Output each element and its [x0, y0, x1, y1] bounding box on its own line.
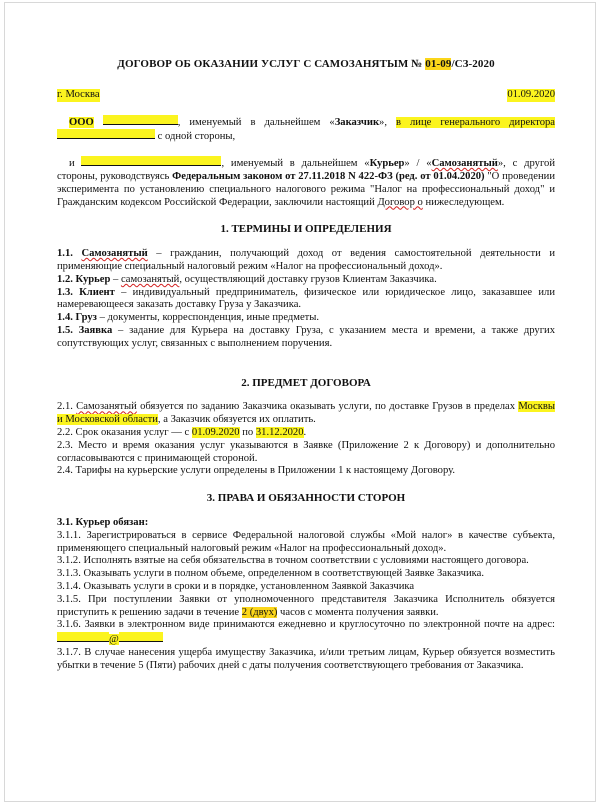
term-1-5: 1.5. Заявка – задание для Курьера на доставку Груза, с указанием места и времени, а также других сопутствующих услуг, связанных с выполнением поручения.: [57, 324, 556, 349]
response-hours: 2 (двух): [241, 606, 278, 618]
contract-date: 01.09.2020: [507, 88, 555, 100]
clause-3-1-7: 3.1.7. В случае нанесения ущерба имуществу Заказчика, и/или третьим лицам, Курьер обязуется возместить убытки в течение 5 (Пяти) рабочих дней с даты получения соответствующего требования от Заказчика.: [57, 646, 555, 671]
clause-2-2: 2.2. Срок оказания услуг — с 01.09.2020 по 31.12.2020.: [57, 426, 307, 438]
company-name-blank: [103, 115, 178, 125]
service-region: Москвы и Московской области: [57, 401, 555, 426]
term-1-1: 1.1. Самозанятый – гражданин, получающий доход от ведения самостоятельной деятельности и применяющие специальный налоговый режим «Налог на профессиональный доход».: [57, 248, 555, 272]
email-at-sign: @: [109, 634, 119, 646]
title-suffix: /СЗ-2020: [451, 58, 495, 70]
clause-2-3: 2.3. Место и время оказания услуг указываются в Заявке (Приложение 2 к Договору) и дополнительно согласовываются с принимающей стороной.: [57, 439, 555, 464]
clause-3-1-2: 3.1.2. Исполнять взятые на себя обязательства в точном соответствии с условиями настоящего договора.: [57, 555, 529, 567]
email-local-blank: [57, 632, 109, 642]
title-text: ДОГОВОР ОБ ОКАЗАНИИ УСЛУГ С САМОЗАНЯТЫМ №: [117, 58, 426, 70]
director-name-blank: [57, 129, 155, 139]
section-2-heading: 2. ПРЕДМЕТ ДОГОВОРА: [241, 376, 371, 389]
document-body: [57, 58, 555, 672]
document-title: [57, 58, 555, 71]
email-domain-blank: [119, 632, 163, 642]
party-two-paragraph: и , именуемый в дальнейшем «Курьер» / «Самозанятый», с другой стороны, руководствуясь Федеральным законом от 27.11.2018 N 422-ФЗ (ред. от 01.04.2020) "О проведении эксперимента по установлению специального налогового режима "Налог на профессиональный доход" и Гражданским кодексом Российской Федерации, заключили настоящий Договор о нижеследующем.: [57, 158, 555, 208]
clause-3-1-4: 3.1.4. Оказывать услуги в сроки и в порядке, установленном Заявкой Заказчика: [57, 580, 415, 592]
clause-3-1-5: 3.1.5. При поступлении Заявки от уполномоченного представителя Заказчика Исполнитель обязуется приступить к решению задачи в течение 2 (двух) часов с момента получения заявки.: [57, 593, 555, 618]
org-form: ООО: [69, 116, 94, 128]
director-text: в лице генерального директора: [396, 116, 556, 128]
term-end-date: 31.12.2020: [255, 426, 304, 438]
clause-2-1: 2.1. Самозанятый обязуется по заданию Заказчика оказывать услуги, по доставке Грузов в пределах Москвы и Московской области, а Заказчик обязуется их оплатить.: [57, 401, 555, 426]
clause-2-4: 2.4. Тарифы на курьерские услуги определены в Приложении 1 к настоящему Договору.: [57, 465, 456, 477]
party-one-paragraph: ООО , именуемый в дальнейшем «Заказчик», в лице генерального директора с одной стороны,: [57, 115, 555, 145]
subsection-3-1: 3.1. Курьер обязан:: [57, 516, 149, 528]
customer-term: Заказчик: [334, 116, 380, 128]
term-start-date: 01.09.2020: [191, 426, 240, 438]
city-date-row: [57, 89, 555, 102]
courier-name-blank: [81, 156, 221, 166]
term-1-3: 1.3. Клиент – индивидуальный предприниматель, физическое или юридическое лицо, заказавшее или намеревающееся заказать доставку Груза у Заказчика.: [57, 286, 555, 311]
section-1-heading: 1. ТЕРМИНЫ И ОПРЕДЕЛЕНИЯ: [220, 223, 392, 236]
term-1-2: 1.2. Курьер – самозанятый, осуществляющий доставку грузов Клиентам Заказчика.: [57, 273, 437, 285]
section-3-heading: 3. ПРАВА И ОБЯЗАННОСТИ СТОРОН: [206, 492, 406, 505]
courier-term: Курьер: [369, 158, 405, 170]
term-1-4: 1.4. Груз – документы, корреспонденция, иные предметы.: [57, 312, 320, 324]
city: г. Москва: [57, 88, 100, 100]
contract-number: 01-09: [425, 58, 452, 70]
clause-3-1-6: 3.1.6. Заявки в электронном виде принимаются ежедневно и круглосуточно по электронной почте на адрес: @: [57, 619, 555, 646]
self-employed-term: Самозанятый: [431, 158, 498, 170]
clause-3-1-3: 3.1.3. Оказывать услуги в полном объеме, определенном в соответствующей Заявке Заказчика.: [57, 568, 484, 580]
clause-3-1-1: 3.1.1. Зарегистрироваться в сервисе Федеральной налоговой службы «Мой налог» в качестве субъекта, применяющего специальный налоговый режим «Налог на профессиональный доход».: [57, 529, 555, 554]
federal-law: Федеральным законом от 27.11.2018 N 422-ФЗ (ред. от 01.04.2020): [172, 170, 485, 182]
